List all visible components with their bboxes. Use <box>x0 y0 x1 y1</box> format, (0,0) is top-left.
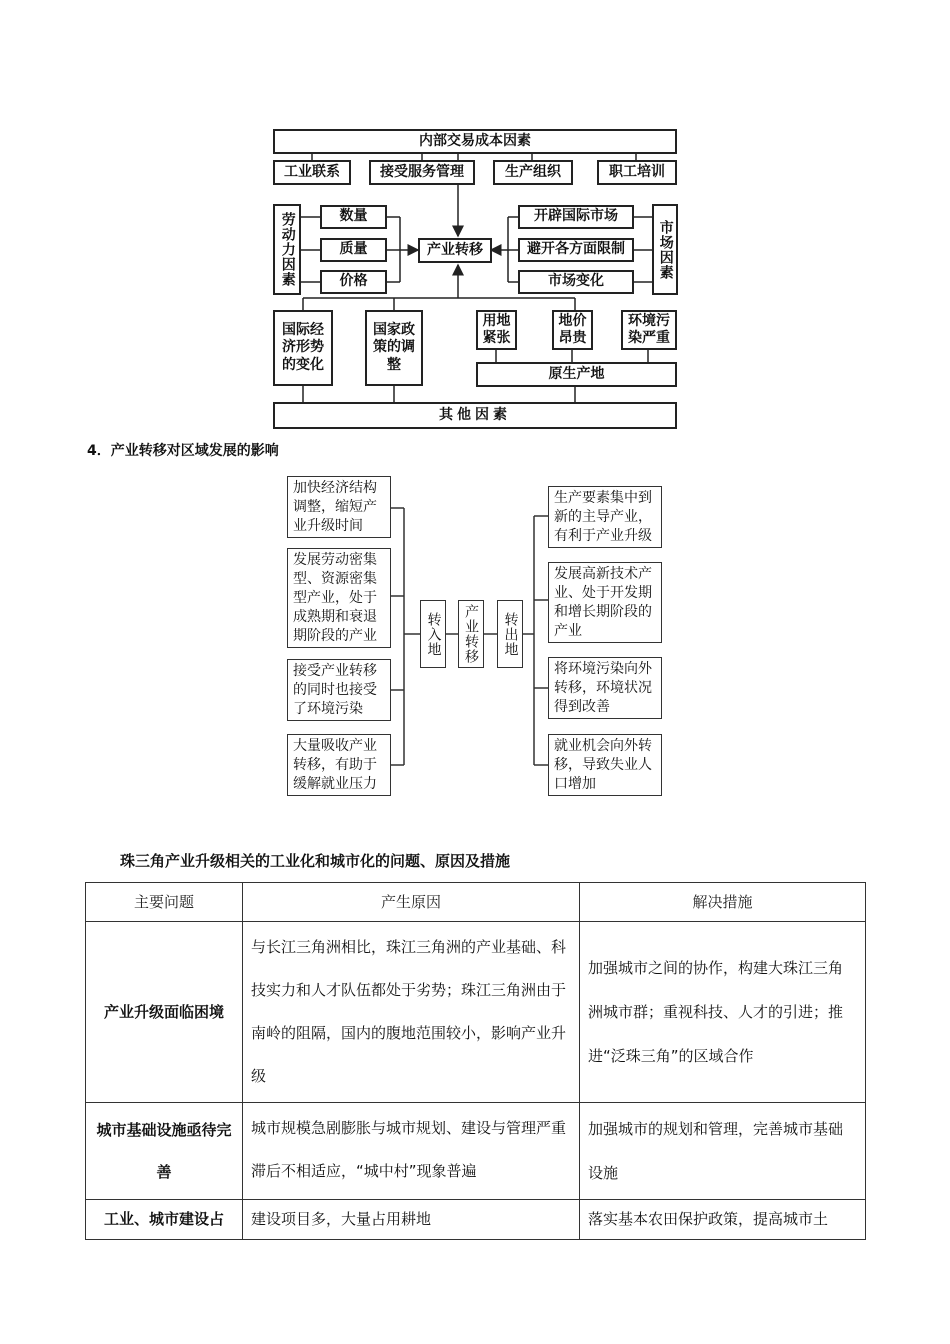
problems-table <box>85 882 866 1240</box>
origin-item-price: 地价昂贵 <box>552 310 593 350</box>
labor-factor-label: 劳动力因素 <box>273 204 301 295</box>
market-item-1: 开辟国际市场 <box>518 205 634 229</box>
internal-cost-box: 内部交易成本因素 <box>273 129 677 154</box>
row-solution: 落实基本农田保护政策，提高城市土 <box>580 1200 866 1240</box>
table-title: 珠三角产业升级相关的工业化和城市化的问题、原因及措施 <box>120 852 511 870</box>
row-problem: 产业升级面临困境 <box>86 922 243 1103</box>
row-problem: 城市基础设施亟待完善 <box>86 1103 243 1200</box>
internal-item-1: 工业联系 <box>273 160 351 185</box>
receiving-effect-1: 加快经济结构调整，缩短产业升级时间 <box>287 476 391 538</box>
receiving-effect-2: 发展劳动密集型、资源密集型产业，处于成熟期和衰退期阶段的产业 <box>287 548 391 648</box>
other-item-international: 国际经济形势的变化 <box>273 310 333 386</box>
market-item-2: 避开各方面限制 <box>518 238 634 262</box>
receiving-effect-4: 大量吸收产业转移，有助于缓解就业压力 <box>287 734 391 796</box>
table-row <box>86 922 866 1103</box>
industry-transfer-center: 产业转移 <box>418 238 492 263</box>
labor-item-price: 价格 <box>320 270 387 294</box>
labor-item-quality: 质量 <box>320 238 387 262</box>
row-problem: 工业、城市建设占 <box>86 1200 243 1240</box>
labor-item-quantity: 数量 <box>320 205 387 229</box>
table-row <box>86 1200 866 1240</box>
origin-label: 原生产地 <box>476 362 677 387</box>
sending-effect-1: 生产要素集中到新的主导产业，有利于产业升级 <box>548 486 662 548</box>
table-row <box>86 1103 866 1200</box>
sending-effect-4: 就业机会向外转移，导致失业人口增加 <box>548 734 662 796</box>
origin-item-pollution: 环境污染严重 <box>621 310 677 350</box>
internal-item-4: 职工培训 <box>597 160 677 185</box>
row-cause: 建设项目多，大量占用耕地 <box>243 1200 580 1240</box>
industry-transfer-node: 产业转移 <box>458 600 484 668</box>
table-header-row <box>86 883 866 922</box>
row-solution: 加强城市的规划和管理，完善城市基础设施 <box>580 1103 866 1200</box>
sending-region: 转出地 <box>497 600 523 668</box>
sending-effect-2: 发展高新技术产业、处于开发期和增长期阶段的产业 <box>548 562 662 643</box>
receiving-region: 转入地 <box>420 600 446 668</box>
other-item-policy: 国家政策的调整 <box>365 310 423 386</box>
row-cause: 与长江三角洲相比，珠江三角洲的产业基础、科技实力和人才队伍都处于劣势；珠江三角洲由于南岭的阻隔，国内的腹地范围较小，影响产业升级 <box>243 922 580 1103</box>
market-item-3: 市场变化 <box>518 270 634 294</box>
internal-item-2: 接受服务管理 <box>369 160 475 185</box>
section4-heading: 4．产业转移对区域发展的影响 <box>87 443 279 459</box>
header-problem: 主要问题 <box>86 883 243 922</box>
sending-effect-3: 将环境污染向外转移，环境状况得到改善 <box>548 657 662 719</box>
other-factors-box: 其他因素 <box>273 402 677 429</box>
market-factor-label: 市场因素 <box>652 204 678 295</box>
row-solution: 加强城市之间的协作，构建大珠江三角洲城市群；重视科技、人才的引进；推进“泛珠三角”的区域合作 <box>580 922 866 1103</box>
header-solution: 解决措施 <box>580 883 866 922</box>
header-cause: 产生原因 <box>243 883 580 922</box>
origin-item-land: 用地紧张 <box>476 310 517 350</box>
receiving-effect-3: 接受产业转移的同时也接受了环境污染 <box>287 659 391 721</box>
internal-item-3: 生产组织 <box>493 160 573 185</box>
row-cause: 城市规模急剧膨胀与城市规划、建设与管理严重滞后不相适应，“城中村”现象普遍 <box>243 1103 580 1200</box>
